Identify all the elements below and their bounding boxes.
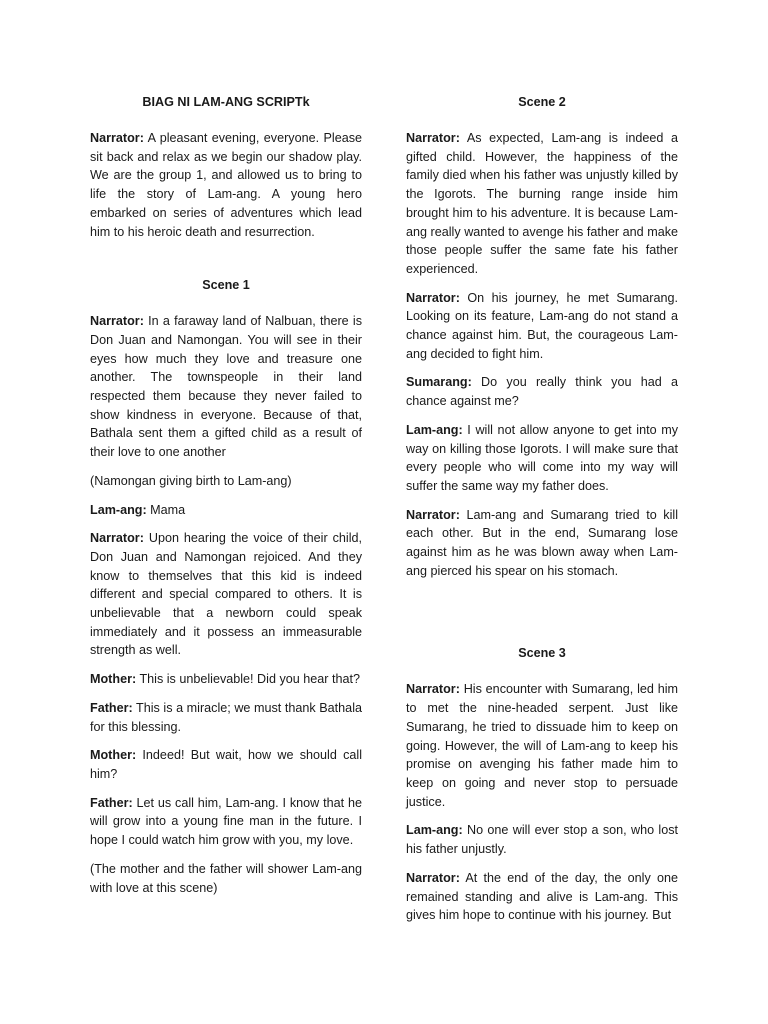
speaker-label: Sumarang: [406,375,472,390]
speaker-label: Mother: [90,672,137,687]
scene-3-body [406,680,678,924]
dialogue-text: (Namongan giving birth to Lam-ang) [90,473,292,488]
speaker-label: Lam-ang: [90,502,147,517]
stage-direction [90,860,362,897]
scene-2-heading: Scene 2 [518,95,566,109]
speaker-label: Narrator: [90,131,144,145]
script-line [90,699,362,736]
script-line [406,373,678,410]
script-line [90,746,362,783]
speaker-label: Narrator: [90,314,144,329]
dialogue-text: In a faraway land of Nalbuan, there is Don Juan and Namongan. You will see in their eyes how much they love and treasure one another. The townspeople in their land respected them because they never failed to show kindness in everyone. Because of that, Bathala sent them a gifted child as a result of their love to one another [90,314,362,460]
dialogue-text: This is unbelievable! Did you hear that? [136,672,360,687]
scene-2-body [406,129,678,580]
dialogue-text: On his journey, he met Sumarang. Looking on its feature, Lam-ang do not stand a chance against him. But, the courageous Lam-ang decided to fight him. [406,290,678,361]
speaker-label: Father: [90,700,133,715]
script-line [406,869,678,925]
script-line [90,670,362,689]
dialogue-text: Do you really think you had a chance against me? [406,375,678,409]
scene-1-heading: Scene 1 [202,278,250,293]
dialogue-text: This is a miracle; we must thank Bathala for this blessing. [90,700,362,734]
dialogue-text: A pleasant evening, everyone. Please sit back and relax as we begin our shadow play. We are the group 1, and allowed us to bring to life the story of Lam-ang. A young hero embarked on series of adventures which lead him to his heroic death and resurrection. [90,131,362,239]
script-line [90,794,362,850]
script-line [406,289,678,364]
dialogue-text: Lam-ang and Sumarang tried to kill each other. But in the end, Sumarang lose against him as he was blown away when Lam-ang pierced his spear on his stomach. [406,507,678,578]
script-line [406,821,678,858]
dialogue-text: Let us call him, Lam-ang. I know that he will grow into a young fine man in the future. I hope I could watch him grow with you, my love. [90,795,362,848]
speaker-label: Narrator: [406,290,460,305]
dialogue-text: No one will ever stop a son, who lost his father unjustly. [406,823,678,857]
script-line [406,129,678,279]
speaker-label: Narrator: [406,507,460,522]
dialogue-text: Indeed! But wait, how we should call him? [90,748,362,781]
speaker-label: Narrator: [406,131,460,145]
script-line [90,501,362,520]
speaker-label: Narrator: [90,531,144,546]
speaker-label: Mother: [90,748,137,763]
dialogue-text: At the end of the day, the only one remained standing and alive is Lam-ang. This gives him hope to continue with his journey. But [406,870,678,923]
scene-1-body [90,312,362,897]
speaker-label: Narrator: [406,682,460,697]
stage-direction [90,472,362,491]
script-line [406,421,678,496]
dialogue-text: As expected, Lam-ang is indeed a gifted child. However, the happiness of the family died when his father was unjustly killed by the Igorots. The burning range inside him brought him to his adventure. It is because Lam-ang really wanted to avenge his father and make those people suffer the same fate his father experienced. [406,131,678,276]
dialogue-text: (The mother and the father will shower Lam-ang with love at this scene) [90,861,362,895]
dialogue-text: Upon hearing the voice of their child, Don Juan and Namongan rejoiced. And they know to themselves that this kid is indeed different and special compared to others. It is unbelievable that a newborn could speak immediately and it possess an immeasurable strength as well. [90,531,362,658]
right-column [406,93,678,935]
intro-paragraph [90,129,362,241]
dialogue-text: His encounter with Sumarang, led him to met the nine-headed serpent. Just like Sumarang, he tried to dissuade him to keep on going. However, the will of Lam-ang to keep his promise on avenging his father made him to keep on going and never stop to persuade justice. [406,682,678,809]
left-column [90,93,362,907]
dialogue-text: Mama [146,502,186,517]
script-line [90,312,362,462]
speaker-label: Lam-ang: [406,823,463,838]
script-line [406,680,678,811]
script-line [90,529,362,660]
speaker-label: Lam-ang: [406,422,463,437]
script-title: BIAG NI LAM-ANG SCRIPTk [142,95,310,109]
speaker-label: Father: [90,795,133,810]
dialogue-text: I will not allow anyone to get into my way on killing those Igorots. I will make sure that every people who will come into my way will suffer the same way my father does. [406,422,678,493]
script-line [406,506,678,581]
speaker-label: Narrator: [406,870,460,885]
scene-3-heading: Scene 3 [518,646,566,661]
